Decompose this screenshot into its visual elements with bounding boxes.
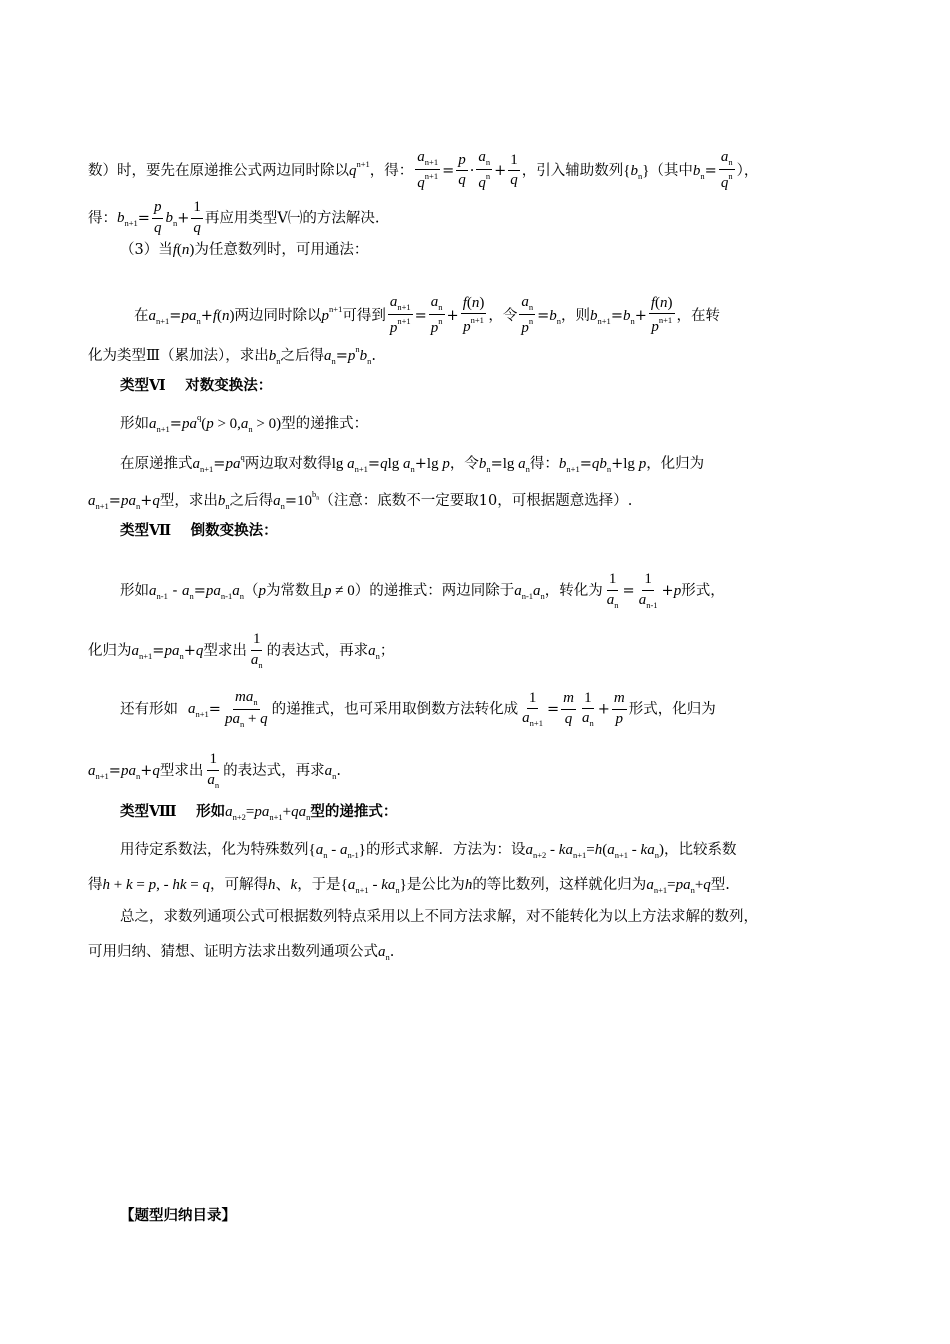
text: 在原递推式 [120, 456, 193, 472]
text: 得 [88, 877, 103, 893]
text: ，在转 [676, 307, 721, 324]
text: 型求出 [203, 642, 247, 659]
text: 再应用类型Ⅴ㈠的方法解决. [204, 210, 380, 227]
text: ）的递推式：两边同除于 [354, 582, 515, 599]
line-17: 可用归纳、猜想、证明方法求出数列通项公式$a_n$. [88, 944, 395, 962]
text: 形如 [120, 416, 149, 432]
text: 形式， [681, 582, 725, 599]
line-13: $a_{n+1}=pa_n+q$型求出 $\frac{1}{a_n}$ 的表达式，再求$a_n$. [88, 751, 341, 790]
line-2: 得：$b_{n+1}=$ $\frac{p}{q}$ $b_n+$ $\frac{1}{q}$ 再应用类型Ⅴ㈠的方法解决. [88, 199, 380, 236]
text: 在 [134, 307, 149, 324]
text: 化为类型Ⅲ（累加法），求出 [88, 348, 269, 364]
section-heading-catalog: 【题型归纳目录】 [120, 1207, 236, 1224]
text: 型，求出 [159, 493, 218, 509]
line-15: 得h + k = p, - hk = q，可解得h、k，于是$\{a_{n+1} - ka_n\}$是公比为h的等比数列，这样就化归为$a_{n+1}=pa_n+q$型. [88, 877, 730, 895]
text: （3）当 [120, 242, 173, 258]
heading-type-6: 类型Ⅵ 对数变换法： [120, 377, 273, 394]
line-1: 数）时，要先在原递推公式两边同时除以$q^{n+1}$，得： $\frac{a_{n+1}}{q^{n+1}}$ = $\frac{p}{q}$ · $\frac{a_n}{q^n}$ + $\frac{1}{q}$ ，引入辅助数列$\{b_n\}$（其中$b_n=$ $\frac{a_n}{q^n}$ ）， [88, 149, 759, 191]
heading-type-7: 类型Ⅶ 倒数变换法： [120, 522, 278, 539]
text: ，于是 [297, 877, 341, 893]
text: 可得到 [342, 307, 386, 324]
text: 两边取对数得 [244, 456, 332, 472]
heading-type-8: 类型Ⅷ 形如$a_{n+2}=pa_{n+1}+qa_n$型的递推式： [120, 803, 398, 822]
text: 为常数且 [265, 582, 324, 599]
line-10: 形如$a_{n-1} - a_n=pa_{n-1}a_n(p$为常数且p ≠ 0）的递推式：两边同除于$a_{n-1}a_n$，转化为 $\frac{1}{a_n}$ = $\frac{1}{a_{n-1}}$ +p形式， [120, 571, 725, 610]
text: 为任意数列时，可用通法： [194, 242, 369, 258]
text: ，则 [561, 307, 591, 324]
text: 是公比为 [406, 877, 465, 893]
line-16: 总之，求数列通项公式可根据数列特点采用以上不同方法求解，对不能转化为以上方法求解的数列， [120, 909, 758, 925]
text: 形如 [120, 582, 149, 599]
line-11: 化归为$a_{n+1}=pa_n+q$型求出 $\frac{1}{a_n}$ 的表达式，再求$a_n$； [88, 631, 395, 670]
text: 两边同时除以 [234, 307, 322, 324]
text: 之后得 [280, 348, 324, 364]
text: 可用归纳、猜想、证明方法求出数列通项公式 [88, 944, 378, 960]
text: 数）时，要先在原递推公式两边同时除以 [88, 162, 349, 179]
text: ，得： [369, 162, 414, 179]
text: 型求出 [159, 762, 204, 779]
text: 型的递推式： [281, 416, 369, 432]
text: 得： [88, 210, 117, 227]
text: 的形式求解．方法为：设 [366, 842, 526, 858]
text: 的等比数列，这样就化归为 [472, 877, 647, 893]
text: ，可解得 [210, 877, 268, 893]
text: 的表达式，再求 [266, 642, 369, 659]
text: . [371, 348, 376, 364]
text: 还有形如 [120, 701, 178, 718]
text: ，令 [488, 307, 518, 324]
text: ； [379, 642, 395, 659]
text: . [336, 762, 341, 779]
text: 型. [710, 877, 730, 893]
text: 形式，化归为 [628, 701, 716, 718]
text: ，比较系数 [663, 842, 737, 858]
text: 得： [529, 456, 559, 472]
text: （ [243, 582, 259, 599]
text: ，令 [449, 456, 479, 472]
text: 的表达式，再求 [223, 762, 325, 779]
text: 之后得 [229, 493, 274, 509]
text: 类型Ⅷ 形如 [120, 803, 226, 820]
text: ，化归为 [646, 456, 705, 472]
text: ，引入辅助数列 [521, 162, 624, 179]
text: 用待定系数法，化为特殊数列 [120, 842, 309, 858]
text: 化归为 [88, 642, 132, 659]
text: （注意：底数不一定要取10，可根据题意选择）. [319, 493, 633, 509]
line-5: 化为类型Ⅲ（累加法），求出$b_n$之后得$a_n=p^nb_n$. [88, 344, 376, 366]
text: 型的递推式： [310, 803, 398, 820]
line-9: $a_{n+1}=pa_n+q$型，求出$b_n$之后得$a_n=10^{b_n}$（注意：底数不一定要取10，可根据题意选择）. [88, 489, 633, 511]
line-7: 形如$a_{n+1}=pa^q(p > 0,a_n > 0)$型的递推式： [120, 412, 369, 434]
line-12: 还有形如 $a_{n+1}=$ $\frac{ma_n}{pa_n + q}$ 的递推式，也可采用取倒数方法转化成 $\frac{1}{a_{n+1}}$ = $\frac{m}{q}$ $\frac{1}{a_n}$ + $\frac{m}{p}$ 形式，化归为 [120, 689, 716, 729]
line-8: 在原递推式$a_{n+1}=pa^q$两边取对数得$\lg a_{n+1}=qlg$ $a_n+\lg$ p，令$b_n=\lg$ $a_n$得：$b_{n+1}=qb_n+\lg$ p，化归为 [120, 452, 705, 474]
text: ）， [736, 162, 759, 179]
text: ，转化为 [544, 582, 603, 599]
text: （其中 [649, 162, 693, 179]
text: . [389, 944, 395, 960]
line-3: （3）当f(n)为任意数列时，可用通法： [120, 242, 369, 258]
line-4: 在$a_{n+1}=pa_n+f(n)$两边同时除以$p^{n+1}$可得到 $\frac{a_{n+1}}{p^{n+1}}$ = $\frac{a_n}{p^n}$ + $\frac{f(n)}{p^{n+1}}$ ，令 $\frac{a_n}{p^n}$ $=b_n$，则$b_{n+1}=b_n+$ $\frac{f(n)}{p^{n+1}}$ ，在转 [134, 294, 721, 336]
text: 的递推式，也可采用取倒数方法转化成 [271, 701, 519, 718]
line-14: 用待定系数法，化为特殊数列$\{a_n - a_{n-1}\}$的形式求解．方法为：设$a_{n+2} - ka_{n+1}=h(a_{n+1} - ka_n)$，比较系数 [120, 842, 737, 860]
